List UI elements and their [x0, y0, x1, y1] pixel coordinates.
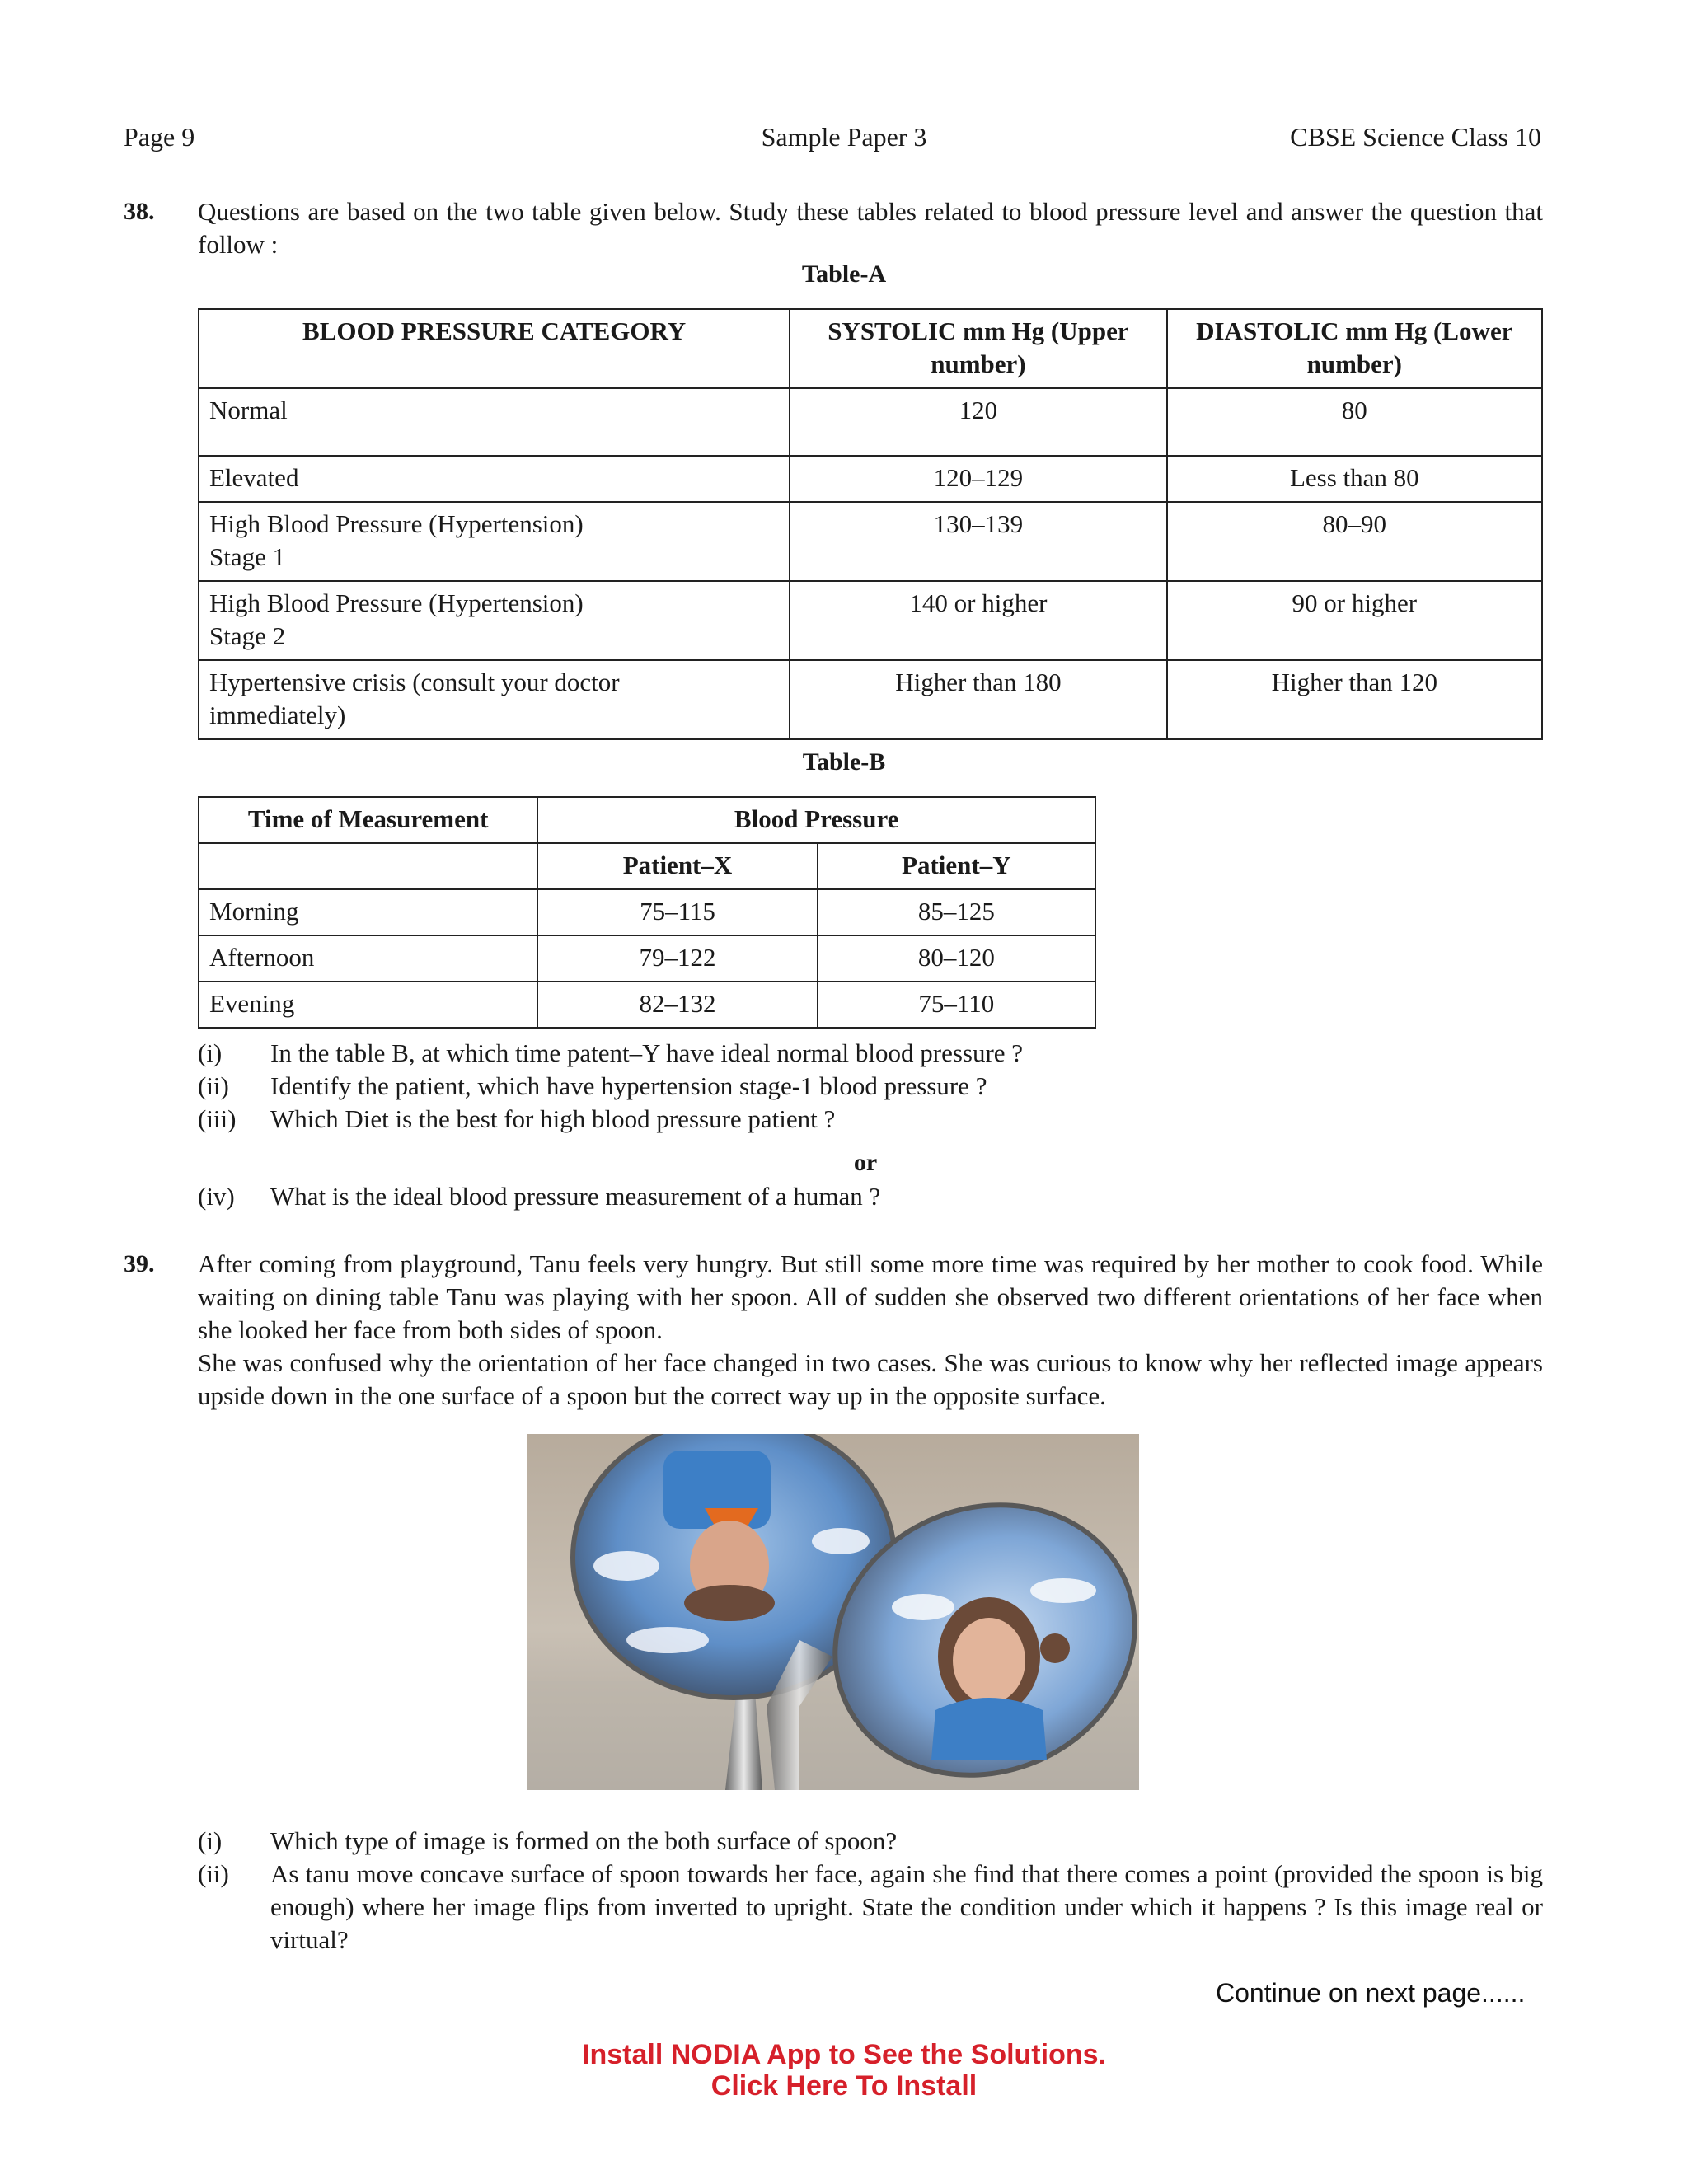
- table-cell: Evening: [199, 982, 537, 1028]
- table-cell: Hypertensive crisis (consult your doctor immediately): [199, 660, 790, 739]
- question-39-paragraph-2: She was confused why the orientation of her face changed in two cases. She was curious to know why her reflected image appears upside down in the one surface of a spoon but the correct way up in the opposite surface.: [198, 1348, 1543, 1410]
- table-cell: 82–132: [537, 982, 817, 1028]
- table-cell: 85–125: [818, 889, 1095, 935]
- table-a-header-systolic: SYSTOLIC mm Hg (Upper number): [790, 309, 1166, 388]
- table-b-caption: Table-B: [802, 748, 886, 776]
- sub-question-text: Which Diet is the best for high blood pressure patient ?: [270, 1104, 836, 1133]
- table-b-header-time: Time of Measurement: [199, 797, 537, 843]
- sub-question-number: (ii): [198, 1859, 229, 1888]
- table-row: [199, 388, 1542, 456]
- sub-question-number: (iv): [198, 1182, 235, 1211]
- page-number: Page 9: [124, 122, 195, 152]
- sub-question-number: (i): [198, 1038, 223, 1067]
- or-separator: or: [853, 1149, 878, 1176]
- table-b-header-row: [199, 797, 1095, 843]
- subject-title: CBSE Science Class 10: [1290, 122, 1541, 152]
- table-cell: Less than 80: [1167, 456, 1542, 502]
- table-cell: Morning: [199, 889, 537, 935]
- table-row: [199, 581, 1542, 660]
- table-b-subheader-row: [199, 843, 1095, 889]
- table-a-header-row: [199, 309, 1542, 388]
- table-row: [199, 660, 1542, 739]
- table-cell: 79–122: [537, 935, 817, 982]
- table-b-header-bp: Blood Pressure: [537, 797, 1095, 843]
- table-row: [199, 456, 1542, 502]
- table-cell: Higher than 180: [790, 660, 1166, 739]
- table-cell: Higher than 120: [1167, 660, 1542, 739]
- question-number-38: 38.: [124, 198, 155, 225]
- install-line-2[interactable]: Click Here To Install: [710, 2070, 978, 2102]
- table-cell: [199, 843, 537, 889]
- table-cell: Normal: [199, 388, 790, 456]
- continue-note: Continue on next page......: [1216, 1978, 1526, 2008]
- table-a-caption: Table-A: [801, 260, 887, 288]
- table-cell: High Blood Pressure (Hypertension) Stage 1: [199, 502, 790, 581]
- table-cell: Afternoon: [199, 935, 537, 982]
- table-a: [198, 308, 1543, 740]
- table-row: [199, 889, 1095, 935]
- table-row: [199, 935, 1095, 982]
- table-b-header-patient-x: Patient–X: [537, 843, 817, 889]
- table-b: [198, 796, 1096, 1029]
- table-cell: 130–139: [790, 502, 1166, 581]
- table-cell: 75–115: [537, 889, 817, 935]
- table-cell: 120: [790, 388, 1166, 456]
- question-39-text: [198, 1248, 1543, 1413]
- sub-question-text: What is the ideal blood pressure measurement of a human ?: [270, 1182, 881, 1211]
- table-cell: 80–120: [818, 935, 1095, 982]
- install-app-link[interactable]: [0, 2039, 1688, 2102]
- sub-question-number: (ii): [198, 1071, 229, 1100]
- table-cell: 75–110: [818, 982, 1095, 1028]
- table-a-header-diastolic: DIASTOLIC mm Hg (Lower number): [1167, 309, 1542, 388]
- table-cell: 120–129: [790, 456, 1166, 502]
- spoon-reflection-photo: [528, 1434, 1139, 1790]
- table-cell: 80–90: [1167, 502, 1542, 581]
- table-row: [199, 502, 1542, 581]
- sub-question-text: As tanu move concave surface of spoon towards her face, again she find that there comes a point (provided the spoon is big enough) where her image flips from inverted to upright. State the condition under which it happens ? Is this image real or virtual?: [270, 1859, 1543, 1954]
- paper-title: Sample Paper 3: [761, 122, 927, 152]
- question-39-paragraph-1: After coming from playground, Tanu feels very hungry. But still some more time was required by her mother to cook food. While waiting on dining table Tanu was playing with her spoon. All of sudden she observed two different orientations of her face when she looked her face from both sides of spoon.: [198, 1249, 1543, 1344]
- table-cell: 80: [1167, 388, 1542, 456]
- table-a-header-category: BLOOD PRESSURE CATEGORY: [199, 309, 790, 388]
- table-cell: 90 or higher: [1167, 581, 1542, 660]
- table-cell: High Blood Pressure (Hypertension) Stage 2: [199, 581, 790, 660]
- table-cell: 140 or higher: [790, 581, 1166, 660]
- sub-question-number: (i): [198, 1826, 223, 1855]
- table-cell: Elevated: [199, 456, 790, 502]
- question-number-39: 39.: [124, 1250, 155, 1277]
- sub-question-number: (iii): [198, 1104, 237, 1133]
- question-38-intro: Questions are based on the two table given below. Study these tables related to blood pressure level and answer the question that follow :: [198, 197, 1543, 259]
- sub-question-text: Identify the patient, which have hypertension stage-1 blood pressure ?: [270, 1071, 987, 1100]
- table-b-header-patient-y: Patient–Y: [818, 843, 1095, 889]
- install-line-1[interactable]: Install NODIA App to See the Solutions.: [582, 2039, 1106, 2070]
- sub-question-text: In the table B, at which time patent–Y have ideal normal blood pressure ?: [270, 1038, 1024, 1067]
- table-row: [199, 982, 1095, 1028]
- sub-question-text: Which type of image is formed on the both surface of spoon?: [270, 1826, 898, 1855]
